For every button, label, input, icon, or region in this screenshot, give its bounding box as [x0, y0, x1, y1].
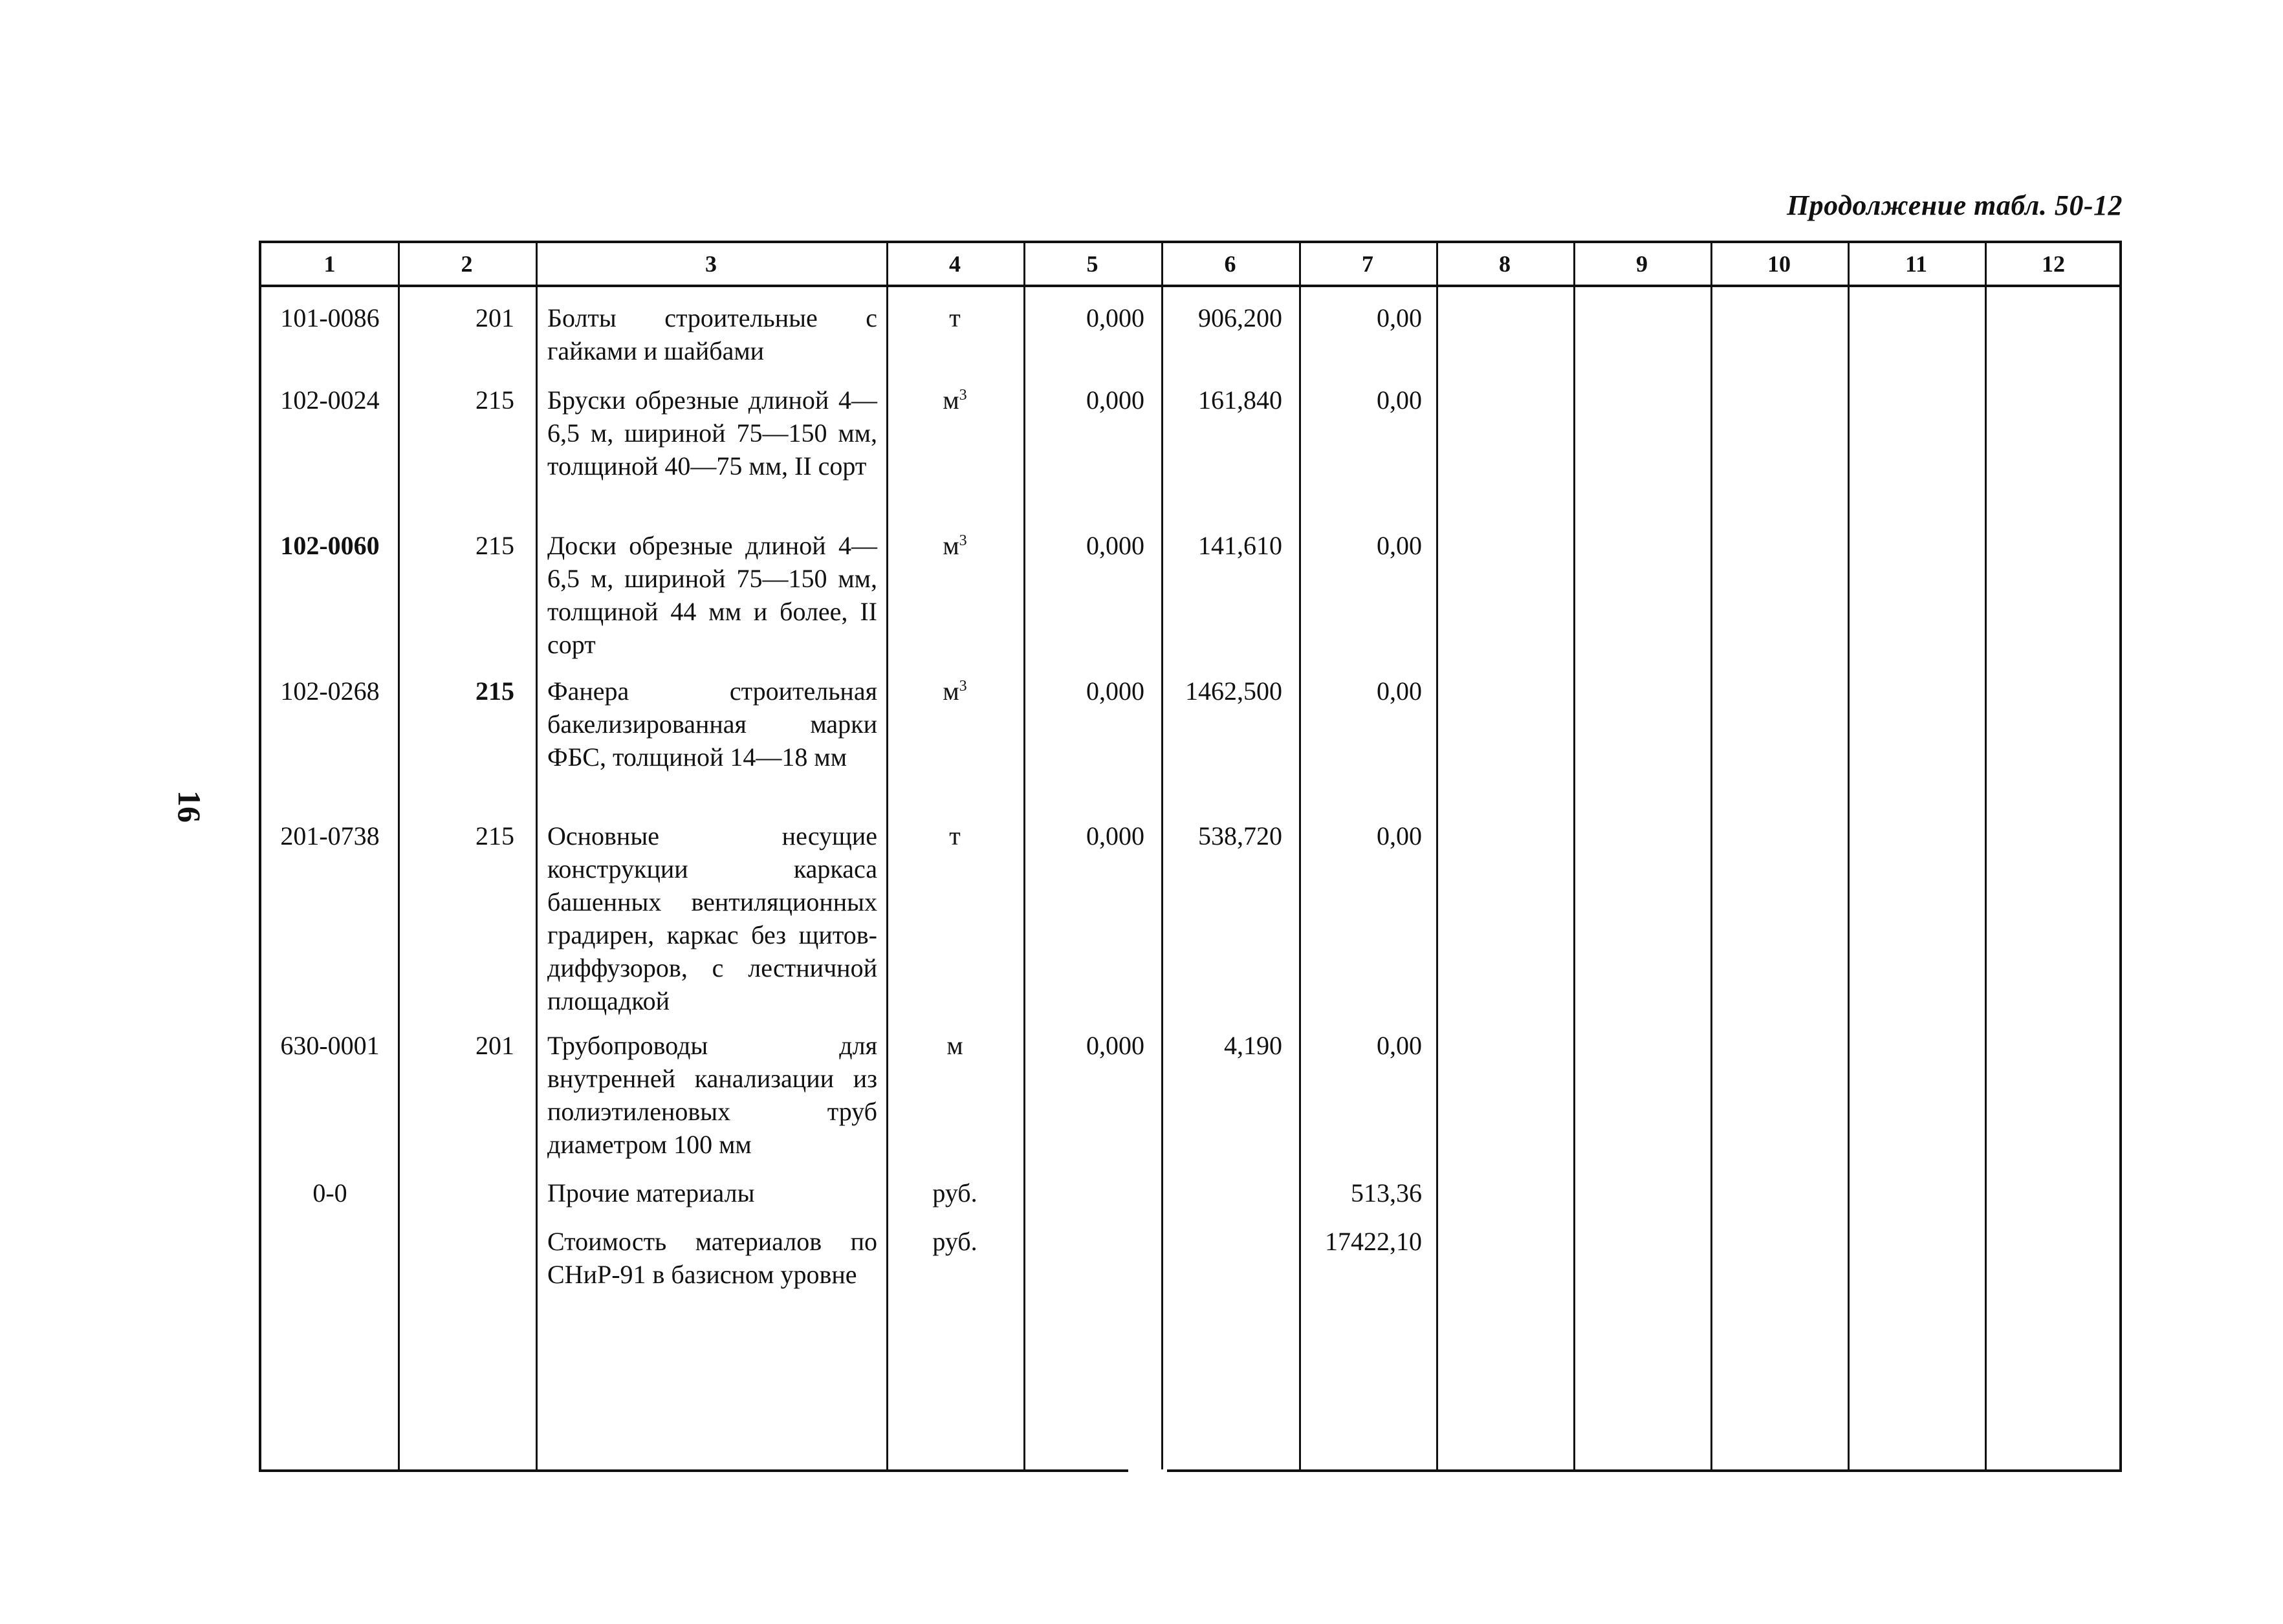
unit-text: руб. — [932, 1178, 978, 1207]
row-col-6: 538,720 — [1198, 821, 1282, 850]
row-col-5: 0,000 — [1086, 385, 1144, 415]
header-col-8: 8 — [1499, 251, 1511, 277]
row-name: Основные несущие конструкции каркаса башенных вентиляционных градирен, каркас без щитов-диффузоров, с лестничной площадкой — [547, 821, 877, 1015]
row-col-7: 0,00 — [1377, 821, 1422, 850]
header-col-10: 10 — [1767, 251, 1791, 277]
header-col-2: 2 — [461, 251, 473, 277]
unit-text: м — [946, 1031, 963, 1060]
row-col-5: 0,000 — [1086, 1031, 1144, 1060]
materials-table — [259, 241, 2122, 1472]
row-number: 215 — [475, 531, 514, 560]
unit-text: м — [943, 531, 959, 560]
row-name: Стоимость материалов по СНиР-91 в базисном уровне — [547, 1227, 877, 1289]
table-caption: Продолжение табл. 50-12 — [1786, 189, 2123, 221]
unit-text: т — [949, 821, 961, 850]
row-unit — [886, 1225, 1023, 1258]
column-divider — [1161, 243, 1163, 1469]
row-name: Прочие материалы — [547, 1178, 755, 1207]
row-col-5: 0,000 — [1086, 303, 1144, 332]
row-col-7: 17422,10 — [1325, 1227, 1422, 1256]
row-code: 201-0738 — [280, 821, 380, 850]
row-unit — [886, 675, 1023, 708]
unit-superscript: 3 — [959, 532, 967, 549]
unit-superscript: 3 — [959, 387, 967, 404]
unit-text: м — [943, 677, 959, 706]
row-number: 215 — [475, 677, 514, 706]
row-code: 101-0086 — [280, 303, 380, 332]
row-col-5: 0,000 — [1086, 821, 1144, 850]
row-code: 102-0268 — [280, 677, 380, 706]
column-divider — [1710, 243, 1712, 1469]
row-col-7: 0,00 — [1377, 1031, 1422, 1060]
row-col-7: 0,00 — [1377, 303, 1422, 332]
row-col-7: 0,00 — [1377, 385, 1422, 415]
row-name: Доски обрезные длиной 4—6,5 м, шириной 75—150 мм, толщиной 44 мм и более, II сорт — [547, 531, 877, 659]
row-number: 201 — [475, 1031, 514, 1060]
row-col-6: 1462,500 — [1185, 677, 1282, 706]
header-col-5: 5 — [1086, 251, 1098, 277]
column-divider — [1848, 243, 1850, 1469]
row-col-7: 0,00 — [1377, 531, 1422, 560]
row-col-6: 161,840 — [1198, 385, 1282, 415]
row-number: 215 — [475, 821, 514, 850]
unit-superscript: 3 — [959, 678, 967, 695]
row-unit — [886, 301, 1023, 334]
header-col-1: 1 — [323, 251, 336, 277]
header-rule — [261, 285, 2119, 287]
unit-text: т — [949, 303, 961, 332]
row-unit — [886, 1176, 1023, 1209]
row-col-6: 906,200 — [1198, 303, 1282, 332]
column-divider — [1023, 243, 1025, 1469]
row-unit — [886, 384, 1023, 417]
row-col-7: 513,36 — [1351, 1178, 1422, 1207]
column-divider — [1436, 243, 1438, 1469]
row-unit — [886, 1029, 1023, 1062]
column-divider — [886, 243, 888, 1469]
row-name: Бруски обрезные длиной 4—6,5 м, шириной 75—150 мм, толщиной 40—75 мм, II сорт — [547, 385, 877, 481]
row-number: 215 — [475, 385, 514, 415]
header-col-6: 6 — [1224, 251, 1236, 277]
row-col-6: 4,190 — [1224, 1031, 1282, 1060]
header-col-11: 11 — [1905, 251, 1927, 277]
column-divider — [536, 243, 538, 1469]
row-name: Фанера строительная бакелизированная марки ФБС, толщиной 14—18 мм — [547, 677, 877, 772]
row-unit — [886, 529, 1023, 562]
row-col-7: 0,00 — [1377, 677, 1422, 706]
border-gap — [1128, 1469, 1167, 1472]
row-code: 630-0001 — [280, 1031, 380, 1060]
row-name: Болты строительные с гайками и шайбами — [547, 303, 877, 365]
header-col-3: 3 — [705, 251, 717, 277]
row-name: Трубопроводы для внутренней канализации из полиэтиленовых труб диаметром 100 мм — [547, 1031, 877, 1159]
row-code: 102-0024 — [280, 385, 380, 415]
header-col-7: 7 — [1362, 251, 1373, 277]
page-number: 16 — [171, 790, 208, 823]
row-col-5: 0,000 — [1086, 677, 1144, 706]
column-divider — [1299, 243, 1301, 1469]
header-col-12: 12 — [2042, 251, 2065, 277]
row-code: 0-0 — [312, 1178, 347, 1207]
column-divider — [398, 243, 400, 1469]
row-col-6: 141,610 — [1198, 531, 1282, 560]
unit-text: м — [943, 385, 959, 415]
column-divider — [1985, 243, 1987, 1469]
header-col-9: 9 — [1636, 251, 1648, 277]
column-divider — [1573, 243, 1575, 1469]
unit-text: руб. — [932, 1227, 978, 1256]
header-col-4: 4 — [949, 251, 961, 277]
row-number: 201 — [475, 303, 514, 332]
row-code: 102-0060 — [280, 531, 380, 560]
row-unit — [886, 819, 1023, 852]
row-col-5: 0,000 — [1086, 531, 1144, 560]
